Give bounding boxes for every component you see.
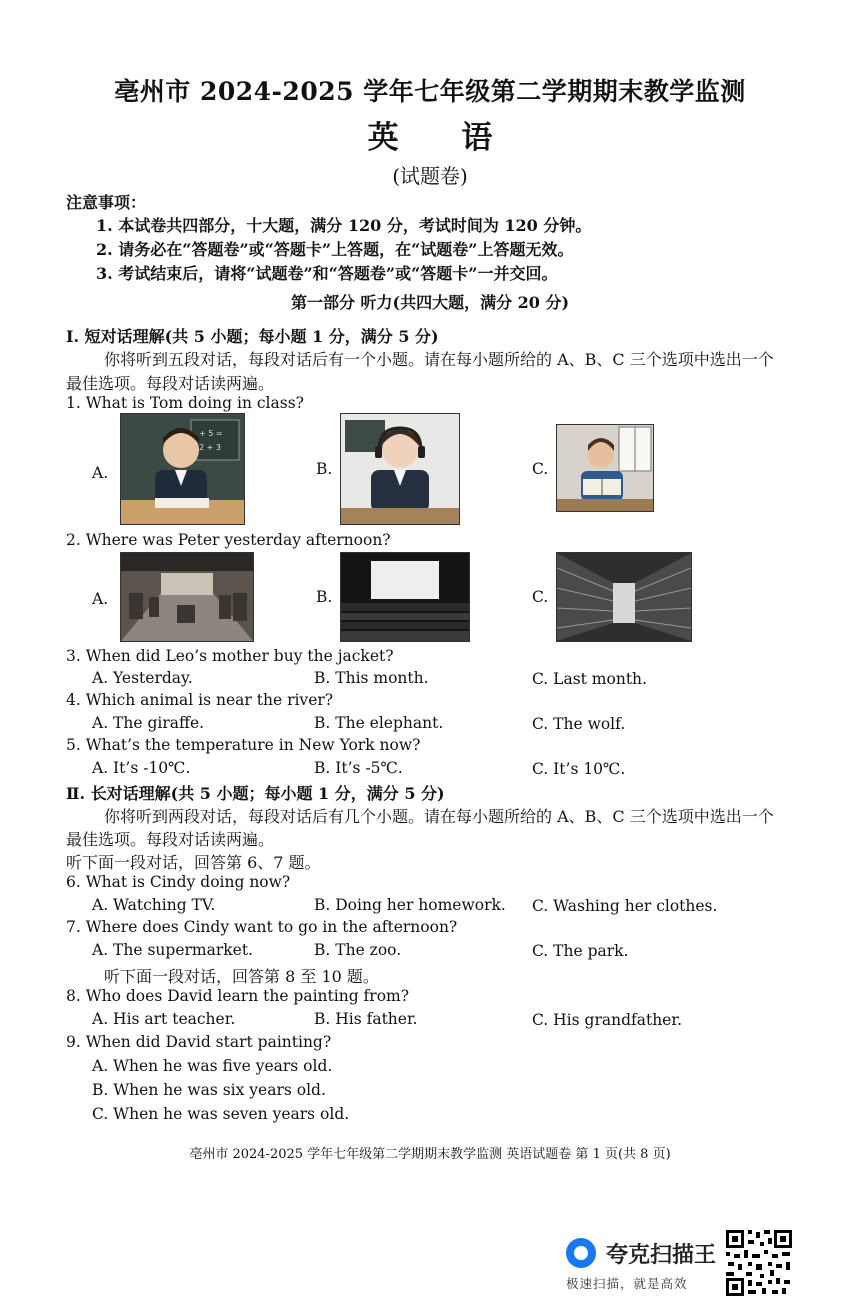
subject-title: 英 语 xyxy=(367,120,519,156)
q7-option-c: C. The park. xyxy=(532,942,629,960)
q9-option-a: A. When he was five years old. xyxy=(92,1057,333,1075)
q3-option-c: C. Last month. xyxy=(532,670,647,688)
q5-option-a: A. It’s -10℃. xyxy=(92,759,191,777)
q3-option-b: B. This month. xyxy=(314,669,429,687)
q4-option-b: B. The elephant. xyxy=(314,714,444,732)
question-7: 7. Where does Cindy want to go in the afternoon? xyxy=(66,918,458,936)
q9-option-b: B. When he was six years old. xyxy=(92,1081,326,1099)
q6-option-c: C. Washing her clothes. xyxy=(532,897,718,915)
q7-option-a: A. The supermarket. xyxy=(92,941,253,959)
qr-code-icon xyxy=(724,1228,794,1298)
section-two-heading: Ⅱ. 长对话理解(共 5 小题；每小题 1 分，满分 5 分) xyxy=(66,784,445,803)
q9-option-c: C. When he was seven years old. xyxy=(92,1105,350,1123)
q2-label-c: C. xyxy=(532,588,549,606)
q5-option-c: C. It’s 10℃. xyxy=(532,760,626,778)
scanner-logo-icon xyxy=(566,1238,596,1268)
q2-label-b: B. xyxy=(316,588,333,606)
notice-item: 2. 请务必在“答题卷”或“答题卡”上答题，在“试题卷”上答题无效。 xyxy=(96,240,574,259)
part-one-title: 第一部分 听力(共四大题，满分 20 分) xyxy=(290,293,570,312)
q3-option-a: A. Yesterday. xyxy=(92,669,193,687)
scanner-watermark xyxy=(566,1234,716,1294)
q1-label-c: C. xyxy=(532,460,549,478)
notice-heading: 注意事项： xyxy=(66,193,147,212)
q2-option-a-image xyxy=(120,552,254,642)
q7-option-b: B. The zoo. xyxy=(314,941,402,959)
q6-option-a: A. Watching TV. xyxy=(92,896,216,914)
q1-option-c-image xyxy=(556,424,654,512)
section-one-instruction: 你将听到五段对话，每段对话后有一个小题。请在每小题所给的 A、B、C 三个选项中选出一个 xyxy=(104,350,774,369)
paper-type: (试题卷) xyxy=(392,164,468,188)
dialogue-two-intro: 听下面一段对话，回答第 8 至 10 题。 xyxy=(104,967,379,986)
svg-text:+ 5 =: + 5 = xyxy=(199,429,223,438)
q5-option-b: B. It’s -5℃. xyxy=(314,759,403,777)
q8-option-a: A. His art teacher. xyxy=(92,1010,236,1028)
q8-option-c: C. His grandfather. xyxy=(532,1011,682,1029)
dialogue-one-intro: 听下面一段对话，回答第 6、7 题。 xyxy=(66,853,321,872)
page-footer: 亳州市 2024-2025 学年七年级第二学期期末教学监测 英语试题卷 第 1 页(共 8 页) xyxy=(189,1147,671,1162)
question-8: 8. Who does David learn the painting from? xyxy=(66,987,410,1005)
question-2: 2. Where was Peter yesterday afternoon? xyxy=(66,531,391,549)
question-4: 4. Which animal is near the river? xyxy=(66,691,334,709)
q4-option-c: C. The wolf. xyxy=(532,715,626,733)
q1-option-b-image xyxy=(340,413,460,525)
q4-option-a: A. The giraffe. xyxy=(92,714,205,732)
q2-option-b-image xyxy=(340,552,470,642)
scanner-brand-name: 夸克扫描王 xyxy=(606,1243,717,1268)
q1-label-a: A. xyxy=(92,464,109,482)
section-two-instruction: 你将听到两段对话，每段对话后有几个小题。请在每小题所给的 A、B、C 三个选项中选出一个 xyxy=(104,807,774,826)
notice-item: 3. 考试结束后，请将“试题卷”和“答题卷”或“答题卡”一并交回。 xyxy=(96,264,558,283)
exam-title: 亳州市 2024-2025 学年七年级第二学期期末教学监测 xyxy=(114,77,746,106)
q2-label-a: A. xyxy=(92,590,109,608)
section-one-heading: Ⅰ. 短对话理解(共 5 小题；每小题 1 分，满分 5 分) xyxy=(66,327,439,346)
notice-item: 1. 本试卷共四部分，十大题，满分 120 分，考试时间为 120 分钟。 xyxy=(96,216,592,235)
section-one-instruction-cont: 最佳选项。每段对话读两遍。 xyxy=(66,374,275,393)
question-1: 1. What is Tom doing in class? xyxy=(66,394,304,412)
q2-option-c-image xyxy=(556,552,692,642)
q6-option-b: B. Doing her homework. xyxy=(314,896,506,914)
svg-text:2 + 3: 2 + 3 xyxy=(199,443,221,452)
q1-option-a-image xyxy=(120,413,245,525)
question-3: 3. When did Leo’s mother buy the jacket? xyxy=(66,647,394,665)
section-two-instruction-cont: 最佳选项。每段对话读两遍。 xyxy=(66,830,275,849)
question-5: 5. What’s the temperature in New York now? xyxy=(66,736,421,754)
question-6: 6. What is Cindy doing now? xyxy=(66,873,291,891)
question-9: 9. When did David start painting? xyxy=(66,1033,332,1051)
q1-label-b: B. xyxy=(316,460,333,478)
scanner-tagline: 极速扫描，就是高效 xyxy=(566,1276,688,1291)
q8-option-b: B. His father. xyxy=(314,1010,418,1028)
